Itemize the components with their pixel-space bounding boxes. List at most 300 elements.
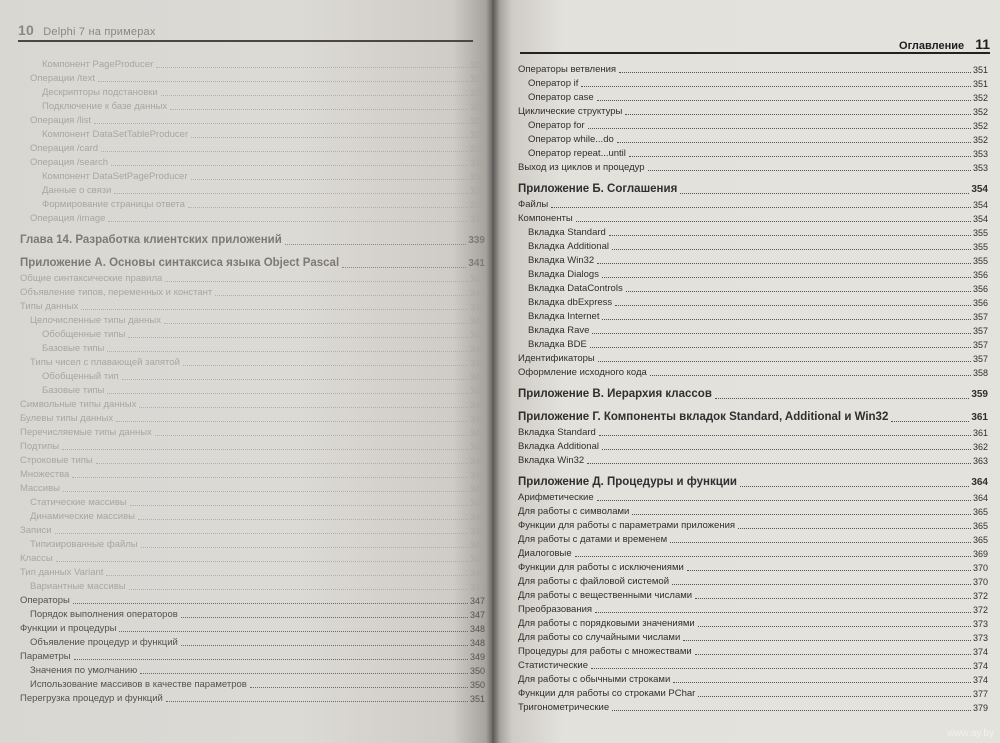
toc-dot-leader [672,584,971,585]
toc-entry [518,351,988,365]
toc-dot-leader [625,114,971,115]
toc-page-number: 345 [469,470,485,480]
right-toc-list [518,62,988,714]
toc-page-number: 345 [469,498,485,508]
toc-page-number: 341 [469,274,485,284]
toc-page-number: 333 [469,172,485,182]
toc-dot-leader [119,631,468,632]
toc-entry [20,621,485,635]
toc-entry [518,588,988,602]
toc-entry [518,560,988,574]
toc-dot-leader [738,528,971,529]
toc-page-number: 322 [469,88,485,98]
toc-entry-title: Приложение А. Основы синтаксиса языка Object Pascal [20,257,340,269]
toc-entry-title: Целочисленные типы данных [30,315,161,326]
toc-entry [20,635,485,649]
toc-entry [20,481,485,495]
toc-entry-title: Базовые типы [42,385,105,396]
toc-page-number: 337 [469,214,485,224]
toc-page-number: 374 [972,647,988,657]
toc-entry-title: Процедуры для работы с множествами [518,646,692,657]
toc-dot-leader [595,612,971,613]
toc-dot-leader [130,505,468,506]
toc-dot-leader [609,235,971,236]
toc-entry-title: Объявление процедур и функций [30,637,178,648]
toc-entry-title: Типизированные файлы [30,539,138,550]
toc-dot-leader [599,435,971,436]
toc-dot-leader [597,263,971,264]
toc-entry [20,495,485,509]
toc-page-number: 326 [469,116,485,126]
toc-entry [20,663,485,677]
toc-page-number: 369 [972,549,988,559]
toc-entry [518,90,988,104]
toc-page-number: 347 [469,582,485,592]
toc-page-number: 342 [469,344,485,354]
toc-dot-leader [156,67,468,68]
toc-page-number: 343 [469,442,485,452]
toc-dot-leader [183,365,468,366]
toc-dot-leader [106,575,468,576]
toc-page-number: 379 [972,703,988,713]
toc-entry-title: Классы [20,553,53,564]
toc-entry-title: Тип данных Variant [20,567,104,578]
toc-page-number: 341 [468,258,485,269]
toc-page-number: 352 [972,121,988,131]
toc-page-number: 348 [469,638,485,648]
toc-entry-title: Параметры [20,651,71,662]
toc-dot-leader [588,128,971,129]
toc-page-number: 370 [972,577,988,587]
toc-entry-title: Операция /search [30,157,109,168]
toc-entry-title: Данные о связи [42,185,112,196]
toc-dot-leader [98,81,468,82]
toc-entry [20,183,485,197]
toc-entry-title: Записи [20,525,52,536]
toc-page-number: 372 [972,605,988,615]
toc-entry-title: Файлы [518,199,549,210]
toc-dot-leader [81,309,468,310]
toc-entry-title: Вкладка dbExpress [528,297,613,308]
toc-page-number: 364 [972,493,988,503]
toc-entry [518,616,988,630]
toc-entry-title: Вкладка Standard [528,227,606,238]
toc-entry-title: Компонент DataSetTableProducer [42,129,189,140]
toc-entry-title: Перечисляемые типы данных [20,427,152,438]
toc-entry [518,630,988,644]
toc-entry [20,453,485,467]
toc-dot-leader [55,533,468,534]
toc-dot-leader [74,659,468,660]
toc-entry-title: Оформление исходного кода [518,367,647,378]
toc-entry-title: Вкладка Rave [528,325,590,336]
toc-dot-leader [72,477,468,478]
toc-page-number: 346 [469,512,485,522]
toc-dot-leader [575,556,971,557]
toc-entry-title: Для работы с порядковыми значениями [518,618,695,629]
toc-dot-leader [166,701,468,702]
toc-entry [518,672,988,686]
toc-entry [20,271,485,285]
toc-dot-leader [680,193,969,194]
toc-page-number: 355 [972,228,988,238]
right-page [492,0,1000,743]
toc-dot-leader [73,603,468,604]
toc-entry-title: Перегрузка процедур и функций [20,693,163,704]
toc-page-number: 377 [972,689,988,699]
toc-dot-leader [673,682,971,683]
toc-entry-title: Массивы [20,483,60,494]
toc-entry-title: Арифметические [518,492,594,503]
toc-page-number: 341 [469,288,485,298]
toc-entry [518,574,988,588]
toc-dot-leader [138,519,468,520]
toc-entry [518,490,988,504]
toc-page-number: 347 [469,568,485,578]
toc-entry [20,127,485,141]
toc-entry [20,649,485,663]
toc-page-number: 351 [972,79,988,89]
toc-entry [20,383,485,397]
toc-entry [20,355,485,369]
toc-page-number: 365 [972,535,988,545]
toc-entry [518,132,988,146]
toc-entry-title: Операторы ветвления [518,64,617,75]
toc-entry [20,341,485,355]
toc-entry-title: Функции для работы с исключениями [518,562,684,573]
toc-dot-leader [740,486,969,487]
toc-entry [518,160,988,174]
toc-dot-leader [128,337,468,338]
toc-dot-leader [592,333,971,334]
toc-page-number: 356 [972,270,988,280]
toc-dot-leader [591,668,971,669]
toc-entry-title: Операция /image [30,213,106,224]
toc-entry [518,146,988,160]
toc-dot-leader [111,165,468,166]
toc-entry-title: Объявление типов, переменных и констант [20,287,213,298]
toc-dot-leader [698,626,971,627]
toc-page-number: 342 [469,330,485,340]
toc-entry [20,509,485,523]
toc-entry [20,411,485,425]
toc-page-number: 364 [971,477,988,488]
toc-entry [20,313,485,327]
left-page [0,0,492,743]
toc-entry-title: Приложение Г. Компоненты вкладок Standard, Additional и Win32 [518,411,889,423]
right-page-number: 11 [975,36,990,52]
toc-dot-leader [612,249,971,250]
toc-entry-title: Глава 14. Разработка клиентских приложений [20,234,282,246]
toc-dot-leader [650,375,971,376]
toc-page-number: 361 [971,412,988,423]
toc-entry [20,211,485,225]
toc-entry-title: Для работы со случайными числами [518,632,681,643]
toc-dot-leader [587,463,971,464]
toc-entry [518,239,988,253]
toc-page-number: 352 [972,107,988,117]
toc-entry-title: Приложение В. Иерархия классов [518,388,712,400]
toc-entry [518,532,988,546]
toc-page-number: 350 [469,666,485,676]
toc-entry-title: Компоненты [518,213,573,224]
toc-dot-leader [891,421,969,422]
toc-entry [20,551,485,565]
toc-entry [518,658,988,672]
toc-page-number: 344 [469,456,485,466]
toc-dot-leader [602,277,971,278]
toc-entry [518,337,988,351]
toc-entry [20,537,485,551]
toc-dot-leader [590,347,971,348]
book-gutter [486,0,500,743]
toc-dot-leader [141,547,468,548]
toc-entry-title: Идентификаторы [518,353,595,364]
toc-entry-title: Приложение Д. Процедуры и функции [518,476,737,488]
toc-entry [20,523,485,537]
toc-entry-title: Для работы с символами [518,506,630,517]
toc-entry [518,281,988,295]
toc-dot-leader [181,617,468,618]
toc-page-number: 343 [469,414,485,424]
toc-entry [20,691,485,705]
toc-dot-leader [56,561,468,562]
toc-entry-title: Подключение к базе данных [42,101,168,112]
toc-page-number: 346 [469,540,485,550]
toc-page-number: 354 [971,184,988,195]
toc-entry [518,686,988,700]
left-running-head [18,22,473,42]
toc-dot-leader [164,323,468,324]
toc-dot-leader [626,291,971,292]
toc-section-heading [20,230,485,248]
toc-entry [518,453,988,467]
toc-dot-leader [101,151,468,152]
toc-dot-leader [683,640,971,641]
toc-entry-title: Динамические массивы [30,511,135,522]
toc-page-number: 374 [972,661,988,671]
toc-page-number: 347 [469,596,485,606]
toc-entry [20,439,485,453]
toc-dot-leader [715,398,969,399]
toc-entry-title: Вкладка Win32 [528,255,595,266]
toc-page-number: 372 [972,591,988,601]
toc-entry [20,579,485,593]
toc-entry-title: Подтипы [20,441,60,452]
toc-page-number: 357 [972,354,988,364]
toc-dot-leader [250,687,468,688]
toc-page-number: 373 [972,633,988,643]
toc-dot-leader [551,207,971,208]
toc-entry [20,169,485,183]
toc-entry-title: Вкладка Additional [528,241,609,252]
toc-entry [518,62,988,76]
toc-page-number: 361 [972,428,988,438]
toc-dot-leader [63,491,468,492]
toc-dot-leader [695,654,971,655]
toc-entry [20,677,485,691]
toc-section-heading [518,407,988,425]
toc-page-number: 351 [972,65,988,75]
toc-page-number: 335 [469,186,485,196]
toc-dot-leader [612,710,971,711]
toc-page-number: 374 [972,675,988,685]
toc-page-number: 346 [469,554,485,564]
toc-entry-title: Функции для работы с параметрами приложения [518,520,736,531]
toc-entry [20,425,485,439]
toc-dot-leader [670,542,971,543]
toc-entry-title: Оператор if [528,78,579,89]
toc-page-number: 342 [469,316,485,326]
toc-page-number: 342 [469,372,485,382]
toc-entry-title: Оператор while...do [528,134,614,145]
toc-entry-title: Операции /text [30,73,96,84]
toc-entry-title: Использование массивов в качестве параметров [30,679,247,690]
toc-entry-title: Приложение Б. Соглашения [518,183,678,195]
toc-section-heading [518,472,988,490]
toc-entry-title: Обобщенные типы [42,329,126,340]
toc-entry [518,197,988,211]
toc-entry [20,99,485,113]
toc-entry-title: Дескрипторы подстановки [42,87,158,98]
toc-dot-leader [116,421,468,422]
toc-dot-leader [94,123,468,124]
toc-entry-title: Вкладка Internet [528,311,600,322]
toc-entry [20,593,485,607]
toc-dot-leader [122,379,468,380]
toc-page-number: 359 [971,389,988,400]
toc-entry [20,113,485,127]
toc-page-number: 357 [972,340,988,350]
toc-entry [518,104,988,118]
toc-entry-title: Обобщенный тип [42,371,119,382]
toc-dot-leader [598,361,971,362]
toc-page-number: 339 [468,235,485,246]
toc-page-number: 358 [972,368,988,378]
left-running-title: Delphi 7 на примерах [43,26,156,38]
toc-entry-title: Статистические [518,660,588,671]
toc-section-heading [20,253,485,271]
toc-entry [20,369,485,383]
toc-entry-title: Вкладка Dialogs [528,269,599,280]
toc-page-number: 357 [972,312,988,322]
toc-entry-title: Вкладка Win32 [518,455,585,466]
toc-page-number: 352 [972,93,988,103]
toc-page-number: 330 [469,144,485,154]
toc-entry [518,267,988,281]
right-running-title: Оглавление [899,40,965,52]
toc-entry [20,285,485,299]
right-running-head [520,36,990,54]
toc-dot-leader [698,696,971,697]
toc-entry [20,467,485,481]
toc-entry [20,57,485,71]
toc-page-number: 320 [469,60,485,70]
toc-dot-leader [108,221,468,222]
toc-dot-leader [602,319,970,320]
toc-dot-leader [114,193,468,194]
toc-dot-leader [615,305,971,306]
toc-page-number: 373 [972,619,988,629]
toc-entry-title: Формирование страницы ответа [42,199,185,210]
toc-entry-title: Оператор for [528,120,585,131]
toc-entry-title: Диалоговые [518,548,572,559]
toc-page-number: 370 [972,563,988,573]
toc-entry-title: Булевы типы данных [20,413,114,424]
toc-dot-leader [576,221,971,222]
toc-dot-leader [165,281,468,282]
toc-dot-leader [181,645,468,646]
toc-page-number: 355 [972,256,988,266]
toc-page-number: 355 [972,242,988,252]
toc-entry [20,299,485,313]
toc-dot-leader [191,179,468,180]
toc-entry-title: Для работы с обычными строками [518,674,671,685]
toc-dot-leader [155,435,468,436]
toc-entry [518,118,988,132]
toc-entry-title: Вкладка BDE [528,339,587,350]
toc-page-number: 348 [469,624,485,634]
toc-entry-title: Для работы с датами и временем [518,534,668,545]
toc-page-number: 347 [469,610,485,620]
left-toc-list [20,57,485,705]
toc-page-number: 363 [972,456,988,466]
toc-dot-leader [648,170,971,171]
toc-page-number: 342 [469,302,485,312]
toc-entry-title: Базовые типы [42,343,105,354]
toc-page-number: 342 [469,386,485,396]
toc-dot-leader [96,463,468,464]
toc-dot-leader [342,267,466,268]
toc-page-number: 343 [469,428,485,438]
toc-entry-title: Символьные типы данных [20,399,137,410]
toc-entry [20,141,485,155]
toc-entry-title: Операция /list [30,115,92,126]
toc-dot-leader [139,407,468,408]
toc-entry [518,309,988,323]
toc-page-number: 346 [469,526,485,536]
toc-entry-title: Компонент PageProducer [42,59,154,70]
toc-dot-leader [285,244,467,245]
toc-page-number: 352 [972,135,988,145]
toc-page-number: 336 [469,200,485,210]
toc-entry [20,565,485,579]
toc-entry [20,327,485,341]
toc-page-number: 349 [469,652,485,662]
toc-dot-leader [597,500,971,501]
toc-entry-title: Строковые типы [20,455,93,466]
toc-entry-title: Вкладка Standard [518,427,596,438]
toc-entry-title: Операторы [20,595,70,606]
toc-entry [20,71,485,85]
toc-page-number: 342 [469,358,485,368]
toc-entry [518,225,988,239]
toc-page-number: 350 [469,680,485,690]
toc-dot-leader [188,207,468,208]
toc-page-number: 353 [972,149,988,159]
toc-page-number: 351 [469,694,485,704]
toc-entry [518,295,988,309]
toc-entry-title: Значения по умолчанию [30,665,138,676]
toc-entry-title: Порядок выполнения операторов [30,609,178,620]
toc-dot-leader [695,598,971,599]
toc-entry-title: Для работы с файловой системой [518,576,670,587]
toc-entry-title: Оператор repeat...until [528,148,626,159]
toc-entry-title: Статические массивы [30,497,127,508]
toc-dot-leader [602,449,971,450]
left-page-number: 10 [18,22,34,38]
toc-page-number: 356 [972,284,988,294]
